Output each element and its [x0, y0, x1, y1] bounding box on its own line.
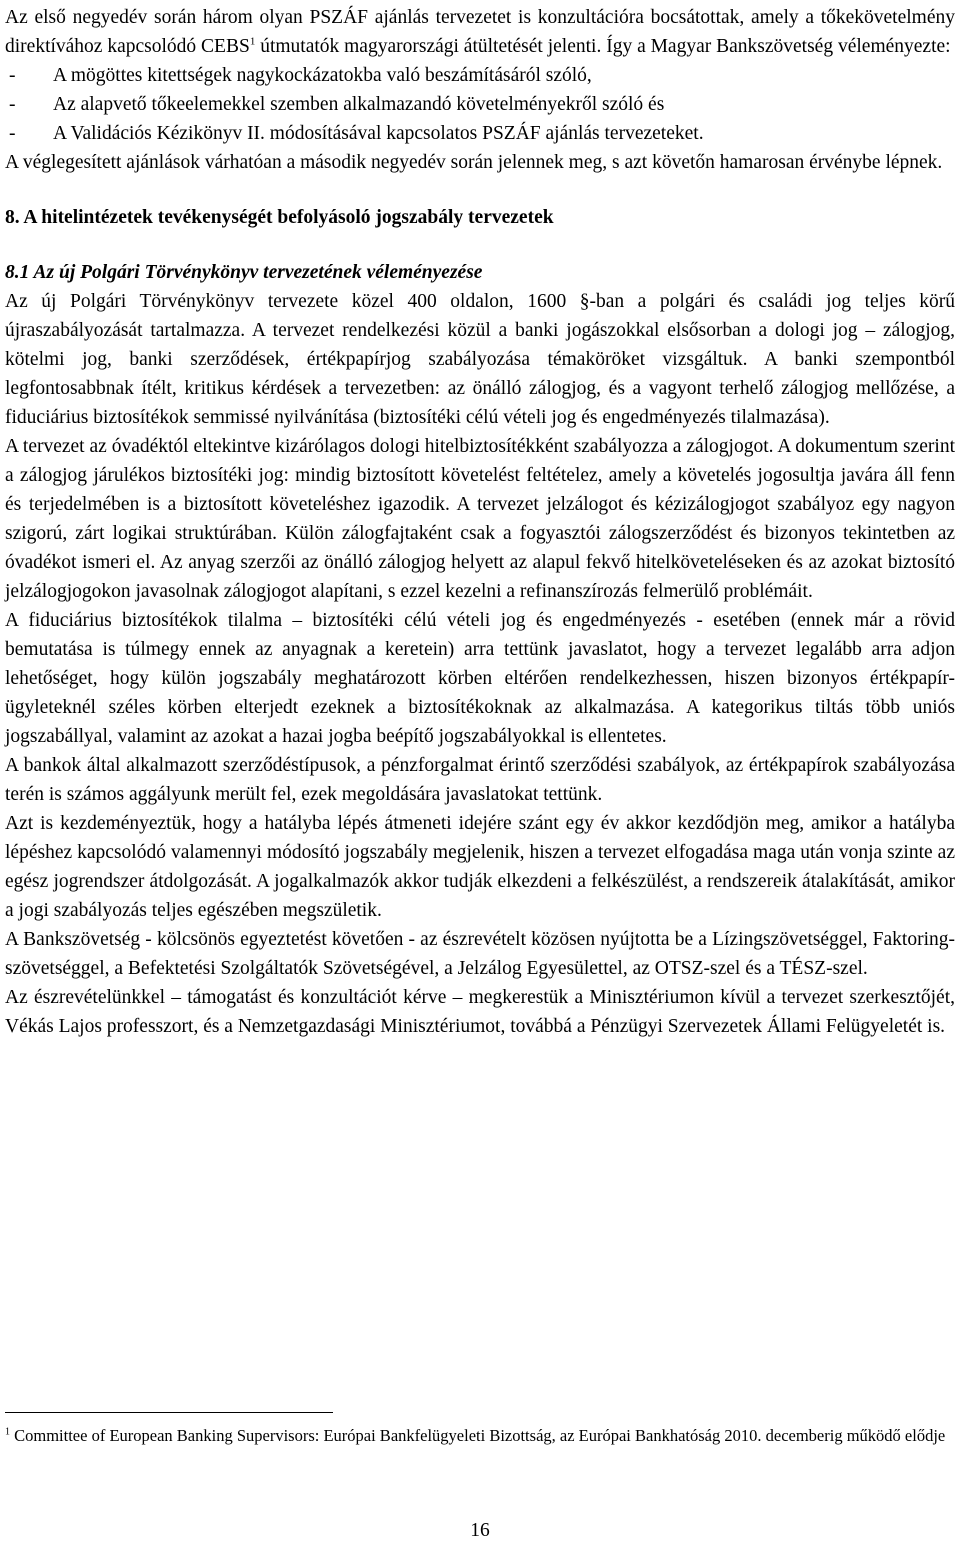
footnote [5, 1424, 955, 1448]
body-paragraph: A bankok által alkalmazott szerződéstípusok, a pénzforgalmat érintő szerződési szabályok, az értékpapírok szabályozása terén is számos aggályunk merült fel, ezek megoldására javaslatokat tettünk. [5, 755, 955, 805]
dash-marker: - [9, 65, 16, 86]
intro-text-before: Az első negyedév során három olyan PSZÁF ajánlás tervezetet is konzultációra bocsátottak, amely a tőkekövetelmény direktívához kapcsolódó CEBS [5, 7, 955, 57]
dash-marker: - [9, 94, 16, 115]
footnote-divider [5, 1412, 333, 1413]
list-item [5, 119, 955, 148]
document-page [5, 3, 955, 1041]
list-item [5, 90, 955, 119]
dash-list [5, 61, 955, 148]
intro-paragraph [5, 3, 955, 61]
intro-text-after: útmutatók magyarországi átültetését jelenti. Így a Magyar Bankszövetség véleményezte: [255, 36, 951, 57]
footnote-text: Committee of European Banking Supervisors: Európai Bankfelügyeleti Bizottság, az Európai Bankhatóság 2010. decemberig működő elődje [10, 1426, 946, 1445]
list-item-text: A Validációs Kézikönyv II. módosításával kapcsolatos PSZÁF ajánlás tervezeteket. [53, 123, 704, 144]
subsection-heading: 8.1 Az új Polgári Törvénykönyv tervezetének véleményezése [5, 262, 483, 283]
dash-marker: - [9, 123, 16, 144]
section-heading: 8. A hitelintézetek tevékenységét befolyásoló jogszabály tervezetek [5, 207, 554, 228]
body-paragraph: Az észrevételünkkel – támogatást és konzultációt kérve – megkerestük a Minisztériumon kívül a tervezet szerkesztőjét, Vékás Lajos professzort, és a Nemzetgazdasági Minisztériumot, továbbá a Pénzügyi Szervezetek Állami Felügyeletét is. [5, 987, 955, 1037]
body-paragraph: A fiduciárius biztosítékok tilalma – biztosítéki célú vételi jog és engedményezés - esetében (ennek már a rövid bemutatása is túlmegy ennek az anyagnak a keretein) arra tettünk javaslatot, hogy a tervezet legalább arra adjon lehetőséget, hogy külön jogszabály meghatározott körben eltérően rendelkezhessen, hiszen bizonyos értékpapír-ügyleteknél széles körben elterjedt ezeknek a biztosítékoknak az alkalmazása. A kategorikus tiltás több uniós jogszabállyal, valamint az azokat a hazai jogba beépítő jogszabályokkal is ellentetes. [5, 610, 955, 747]
list-item-text: A mögöttes kitettségek nagykockázatokba való beszámításáról szóló, [53, 65, 592, 86]
list-item [5, 61, 955, 90]
spacer [5, 177, 955, 203]
after-list-paragraph: A véglegesített ajánlások várhatóan a második negyedév során jelennek meg, s azt követőn hamarosan érvénybe lépnek. [5, 152, 943, 173]
list-item-text: Az alapvető tőkeelemekkel szemben alkalmazandó követelményekről szóló és [53, 94, 665, 115]
body-paragraph: Azt is kezdeményeztük, hogy a hatályba lépés átmeneti idejére szánt egy év akkor kezdődjön meg, amikor a hatályba lépéshez kapcsolódó valamennyi módosító jogszabály megjelenik, hiszen a tervezet elfogadása maga után vonja szinte az egész jogrendszer átdolgozását. A jogalkalmazók akkor tudják elkezdeni a felkészülést, a rendszereik átalakítását, amikor a jogi szabályozás teljes egészében megszületik. [5, 813, 955, 921]
footnote-mark: 1 [5, 1426, 10, 1438]
spacer [5, 232, 955, 258]
body-paragraph: A tervezet az óvadéktól eltekintve kizárólagos dologi hitelbiztosítékként szabályozza a zálogjogot. A dokumentum szerint a zálogjog járulékos biztosítéki jog: mindig biztosított követelést feltételez, amely a követelés jogosultja javára áll fenn és terjedelmében is a biztosított követeléshez igazodik. A tervezet jelzálogot és kézizálogjogot szabályoz egy nagyon szigorú, zárt logikai struktúrában. Külön zálogfajtaként csak a fogyasztói zálogszerződést és bizonyos tekintetben az óvadékot ismeri el. Az anyag szerzői az önálló zálogjog helyett az alapul fekvő hitelköveteléseken és az azokat biztosító jelzálogjogokon javasolnak zálogjogot alapítani, s ezzel kezelni a refinanszírozás felmerülő problémáit. [5, 436, 955, 602]
footnote-reference[interactable]: 1 [249, 35, 256, 48]
body-paragraph: Az új Polgári Törvénykönyv tervezete közel 400 oldalon, 1600 §-ban a polgári és családi jog teljes körű újraszabályozását tartalmazza. A tervezet rendelkezési közül a banki jogászokkal elsősorban a dologi jog – zálogjog, kötelmi jog, banki szerződések, értékpapírjog szabályozása témaköröket vizsgáltuk. A banki szempontból legfontosabbnak ítélt, kritikus kérdések a tervezetben: az önálló zálogjog, és a vagyont terhelő zálogjog mellőzése, a fiduciárius biztosítékok semmissé nyilvánítása (biztosítéki célú vételi jog és engedményezés tilalmazása). [5, 291, 955, 428]
page-number: 16 [470, 1520, 490, 1541]
body-paragraph: A Bankszövetség - kölcsönös egyeztetést követően - az észrevételt közösen nyújtotta be a Lízingszövetséggel, Faktoring-szövetséggel, a Befektetési Szolgáltatók Szövetségével, a Jelzálog Egyesülettel, az OTSZ-szel és a TÉSZ-szel. [5, 929, 955, 979]
